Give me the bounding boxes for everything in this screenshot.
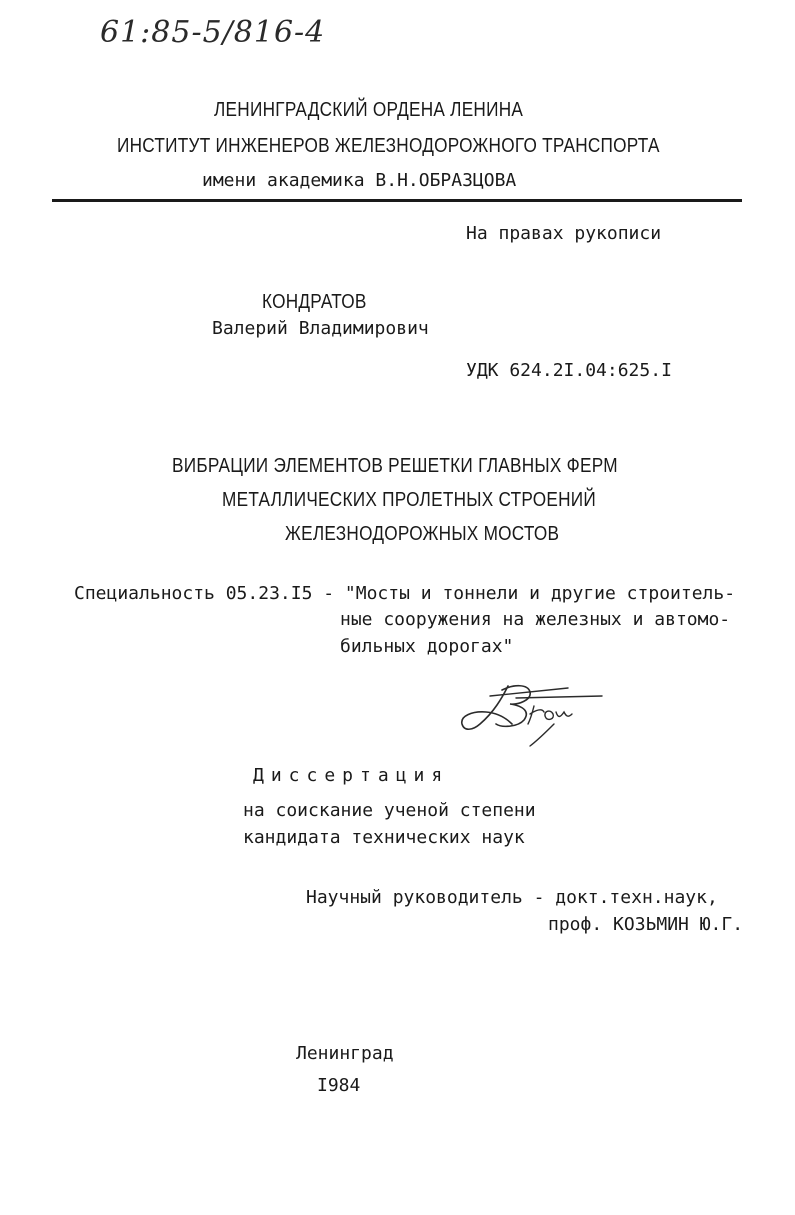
specialty-line-3: бильных дорогах" bbox=[340, 636, 514, 657]
udc-code: УДК 624.2I.04:625.I bbox=[466, 360, 672, 381]
degree-heading: Диссертация bbox=[253, 765, 450, 786]
specialty-line-1: Специальность 05.23.I5 - "Мосты и тоннели и другие строитель- bbox=[74, 583, 736, 604]
thesis-title-line-1: ВИБРАЦИИ ЭЛЕМЕНТОВ РЕШЕТКИ ГЛАВНЫХ ФЕРМ bbox=[172, 455, 618, 477]
author-given-names: Валерий Владимирович bbox=[212, 318, 429, 339]
supervisor-line-1: Научный руководитель - докт.техн.наук, bbox=[306, 887, 718, 908]
publication-place: Ленинград bbox=[296, 1043, 394, 1064]
institute-line-1: ЛЕНИНГРАДСКИЙ ОРДЕНА ЛЕНИНА bbox=[214, 99, 524, 121]
degree-line-2: кандидата технических наук bbox=[243, 827, 525, 848]
institute-line-3: имени академика В.Н.ОБРАЗЦОВА bbox=[202, 170, 517, 191]
publication-year: I984 bbox=[317, 1075, 361, 1096]
institute-line-2: ИНСТИТУТ ИНЖЕНЕРОВ ЖЕЛЕЗНОДОРОЖНОГО ТРАНСПОРТА bbox=[117, 135, 660, 157]
degree-line-1: на соискание ученой степени bbox=[243, 800, 536, 821]
handwritten-signature bbox=[450, 678, 610, 748]
specialty-line-2: ные сооружения на железных и автомо- bbox=[340, 609, 731, 630]
supervisor-line-2: проф. КОЗЬМИН Ю.Г. bbox=[548, 914, 744, 935]
archive-mark: 61:85-5/816-4 bbox=[100, 15, 326, 50]
thesis-title-line-3: ЖЕЛЕЗНОДОРОЖНЫХ МОСТОВ bbox=[285, 523, 560, 545]
author-surname: КОНДРАТОВ bbox=[262, 291, 367, 313]
header-rule bbox=[52, 199, 742, 202]
thesis-title-line-2: МЕТАЛЛИЧЕСКИХ ПРОЛЕТНЫХ СТРОЕНИЙ bbox=[222, 489, 597, 511]
manuscript-rights: На правах рукописи bbox=[466, 223, 662, 244]
